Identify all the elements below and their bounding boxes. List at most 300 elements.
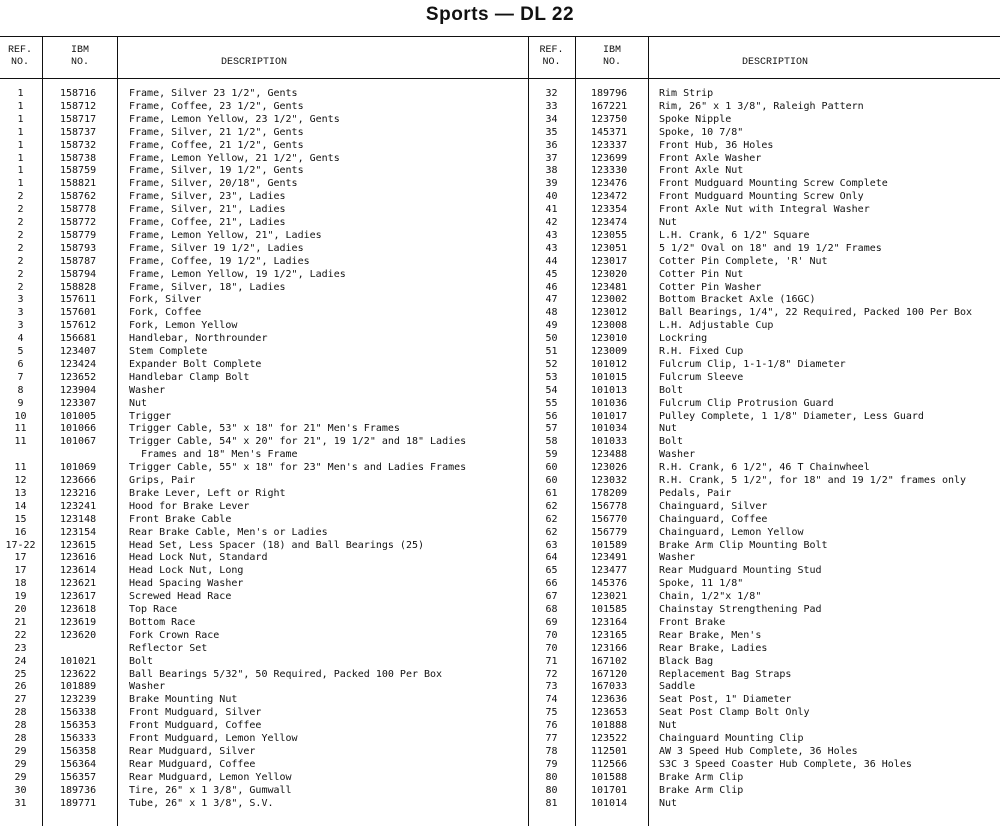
table-row (529, 307, 1000, 320)
table-row (0, 501, 527, 514)
part-description: Head Spacing Washer (129, 578, 244, 590)
ref-number: 7 (17, 371, 24, 383)
table-row (529, 552, 1000, 565)
table-row (529, 772, 1000, 785)
part-description: Top Race (129, 604, 178, 615)
ibm-number: 123009 (591, 346, 628, 357)
table-row (0, 527, 527, 540)
ibm-number: 123241 (60, 500, 97, 512)
ref-number: 60 (545, 475, 558, 486)
table-row (0, 127, 527, 140)
header-ibm-line1: IBM (602, 45, 621, 56)
part-description: Chain, 1/2"x 1/8" (659, 591, 762, 603)
table-row (0, 617, 527, 630)
part-description: Seat Post Clamp Bolt Only (659, 707, 810, 719)
part-description: Frame, Silver, 20/18", Gents (129, 178, 298, 190)
ibm-number: 123616 (60, 552, 97, 564)
ref-number: 20 (14, 604, 27, 615)
table-row (529, 243, 1000, 256)
table-row (529, 127, 1000, 140)
part-description: Fulcrum Sleeve (659, 371, 744, 383)
ref-number: 57 (545, 423, 558, 435)
ref-number: 2 (17, 255, 24, 267)
part-description: Washer (659, 552, 696, 564)
part-description: Brake Arm Clip Mounting Bolt (659, 539, 828, 551)
ref-number: 16 (14, 526, 27, 538)
part-description: S3C 3 Speed Coaster Hub Complete, 36 Holes (659, 758, 912, 770)
part-description: Trigger Cable, 54" x 20" for 21", 19 1/2" and 18" Ladies (129, 436, 467, 448)
table-row (529, 217, 1000, 230)
table-row (0, 359, 527, 372)
table-row (0, 217, 527, 230)
ibm-number: 167033 (591, 681, 628, 693)
table-row (0, 488, 527, 501)
table-row (529, 230, 1000, 243)
part-description: Seat Post, 1" Diameter (659, 694, 792, 706)
ibm-number: 101701 (591, 784, 628, 796)
ibm-number: 123488 (591, 449, 628, 461)
table-row (0, 785, 527, 798)
ref-number: 62 (545, 526, 558, 538)
ref-number: 37 (545, 152, 558, 164)
part-description: Bottom Bracket Axle (16GC) (659, 294, 816, 306)
part-description: Chainguard, Coffee (659, 513, 768, 525)
ibm-number: 158787 (60, 255, 97, 267)
ref-number: 29 (14, 771, 27, 783)
ibm-number: 123020 (591, 268, 628, 280)
header-ibm-right (577, 45, 647, 69)
part-description: Bolt (659, 384, 684, 396)
ibm-number: 123618 (60, 604, 97, 615)
ref-number: 1 (17, 165, 24, 177)
ibm-number: 123699 (591, 152, 628, 164)
header-ref-line2: NO. (542, 57, 561, 68)
table-row (529, 578, 1000, 591)
part-description: Chainguard, Lemon Yellow (659, 526, 804, 538)
ibm-number: 101034 (591, 423, 628, 435)
ibm-number: 101021 (60, 655, 97, 667)
table-row (529, 720, 1000, 733)
table-row (529, 656, 1000, 669)
ref-number: 79 (545, 758, 558, 770)
part-description: Frame, Lemon Yellow, 21", Ladies (129, 229, 322, 241)
table-row (0, 462, 527, 475)
ibm-number: 178209 (591, 487, 628, 499)
ref-number: 28 (14, 733, 27, 744)
ref-number: 61 (545, 487, 558, 499)
ibm-number: 101589 (591, 539, 628, 551)
ref-number: 62 (545, 500, 558, 512)
ref-number: 44 (545, 255, 558, 267)
ref-number: 4 (17, 333, 24, 345)
table-row (0, 243, 527, 256)
table-row (529, 669, 1000, 682)
ibm-number: 123522 (591, 733, 628, 744)
part-description: Head Set, Less Spacer (18) and Ball Bearings (25) (129, 539, 425, 551)
table-row (529, 643, 1000, 656)
part-description: Frame, Silver 19 1/2", Ladies (129, 242, 304, 254)
ref-number: 3 (17, 307, 24, 319)
ibm-number: 123021 (591, 591, 628, 603)
ref-number: 1 (17, 113, 24, 125)
part-description: Chainguard Mounting Clip (659, 733, 804, 744)
part-description: Rear Mudguard, Coffee (129, 758, 256, 770)
part-description: Handlebar Clamp Bolt (129, 371, 250, 383)
ibm-number: 158716 (60, 88, 97, 99)
table-row (529, 617, 1000, 630)
part-description: R.H. Fixed Cup (659, 346, 744, 357)
table-row (0, 591, 527, 604)
table-row (0, 604, 527, 617)
part-description: Saddle (659, 681, 696, 693)
ibm-number: 123617 (60, 591, 97, 603)
table-row (0, 669, 527, 682)
part-description: Head Lock Nut, Standard (129, 552, 268, 564)
ref-number: 51 (545, 346, 558, 357)
ref-number: 1 (17, 178, 24, 190)
ibm-number: 158778 (60, 204, 97, 216)
ref-number: 2 (17, 281, 24, 293)
ref-number: 43 (545, 229, 558, 241)
ibm-number: 156779 (591, 526, 628, 538)
part-description: Fork, Silver (129, 294, 202, 306)
ibm-number: 158737 (60, 126, 97, 138)
ibm-number: 123307 (60, 397, 97, 409)
ibm-number: 158779 (60, 229, 97, 241)
ref-number: 19 (14, 591, 27, 603)
table-row (0, 565, 527, 578)
table-row (529, 501, 1000, 514)
table-row (0, 282, 527, 295)
part-description: Frame, Silver, 18", Ladies (129, 281, 286, 293)
ref-number: 60 (545, 462, 558, 474)
part-description: Front Brake Cable (129, 513, 232, 525)
ref-number: 58 (545, 436, 558, 448)
table-row (0, 230, 527, 243)
ibm-number: 123424 (60, 358, 97, 370)
part-description: Frame, Silver, 23", Ladies (129, 191, 286, 203)
ref-number: 3 (17, 294, 24, 306)
ibm-number: 123481 (591, 281, 628, 293)
ibm-number: 123330 (591, 165, 628, 177)
table-row (529, 514, 1000, 527)
table-row (0, 798, 527, 811)
part-description: Chainstay Strengthening Pad (659, 604, 822, 615)
part-description: Brake Lever, Left or Right (129, 487, 286, 499)
part-description: Frame, Lemon Yellow, 19 1/2", Ladies (129, 268, 346, 280)
part-description: Rear Mudguard, Silver (129, 745, 256, 757)
table-row (0, 411, 527, 424)
ibm-number: 123474 (591, 217, 628, 228)
ref-number: 6 (17, 358, 24, 370)
table-row (529, 153, 1000, 166)
table-row (529, 436, 1000, 449)
ibm-number: 158712 (60, 100, 97, 112)
ref-number: 55 (545, 397, 558, 409)
table-row (0, 307, 527, 320)
part-description: Rear Mudguard, Lemon Yellow (129, 771, 292, 783)
ref-number: 46 (545, 281, 558, 293)
ref-number: 48 (545, 307, 558, 319)
ref-number: 68 (545, 604, 558, 615)
ref-number: 5 (17, 346, 24, 357)
part-description: Spoke, 11 1/8" (659, 578, 744, 590)
table-row (529, 411, 1000, 424)
ibm-number: 158772 (60, 217, 97, 228)
ibm-number: 101588 (591, 771, 628, 783)
ibm-number: 123239 (60, 694, 97, 706)
ref-number: 69 (545, 616, 558, 628)
ref-number: 1 (17, 100, 24, 112)
ref-number: 29 (14, 745, 27, 757)
table-row (0, 385, 527, 398)
table-row (529, 101, 1000, 114)
part-description: Front Axle Nut with Integral Washer (659, 204, 870, 216)
ibm-number: 101069 (60, 462, 97, 474)
part-description: Front Mudguard Mounting Screw Complete (659, 178, 888, 190)
ref-number: 67 (545, 591, 558, 603)
ibm-number: 101015 (591, 371, 628, 383)
part-description: Ball Bearings 5/32", 50 Required, Packed 100 Per Box (129, 668, 443, 680)
ibm-number: 101067 (60, 436, 97, 448)
ref-number: 8 (17, 384, 24, 396)
table-row (0, 681, 527, 694)
part-description: Spoke Nipple (659, 113, 732, 125)
table-row (529, 462, 1000, 475)
ibm-number: 123148 (60, 513, 97, 525)
table-row (0, 320, 527, 333)
part-description: Frame, Coffee, 21", Ladies (129, 217, 286, 228)
ibm-number: 123354 (591, 204, 628, 216)
ref-number: 2 (17, 242, 24, 254)
ref-number: 23 (14, 642, 27, 654)
ref-number: 76 (545, 720, 558, 732)
header-description-right (650, 57, 900, 69)
ref-number: 29 (14, 758, 27, 770)
ibm-number: 158762 (60, 191, 97, 203)
ibm-number: 157611 (60, 294, 97, 306)
ibm-number: 123653 (591, 707, 628, 719)
ref-number: 26 (14, 681, 27, 693)
table-row (0, 140, 527, 153)
ibm-number: 101012 (591, 358, 628, 370)
table-row (0, 294, 527, 307)
table-row (0, 333, 527, 346)
ref-number: 28 (14, 720, 27, 732)
ibm-number: 101889 (60, 681, 97, 693)
part-description: Nut (659, 720, 678, 732)
part-description: Lockring (659, 333, 708, 345)
table-row (0, 643, 527, 656)
table-row (529, 733, 1000, 746)
ibm-number: 156770 (591, 513, 628, 525)
table-row (529, 475, 1000, 488)
part-description: Fork, Lemon Yellow (129, 320, 238, 332)
part-description: Washer (659, 449, 696, 461)
ref-number: 31 (14, 797, 27, 809)
part-description: Trigger Cable, 53" x 18" for 21" Men's Frames (129, 423, 400, 435)
ibm-number: 123012 (591, 307, 628, 319)
part-description: R.H. Crank, 6 1/2", 46 T Chainwheel (659, 462, 870, 474)
header-description-left (119, 57, 389, 69)
table-row (529, 591, 1000, 604)
table-row (529, 256, 1000, 269)
table-row (529, 333, 1000, 346)
part-description: Rim Strip (659, 88, 714, 99)
ref-number: 35 (545, 126, 558, 138)
part-description: Frame, Lemon Yellow, 21 1/2", Gents (129, 152, 340, 164)
ibm-number: 158793 (60, 242, 97, 254)
ref-number: 25 (14, 668, 27, 680)
part-description: Rear Brake Cable, Men's or Ladies (129, 526, 328, 538)
ibm-number: 123491 (591, 552, 628, 564)
ibm-number: 101005 (60, 410, 97, 422)
header-ibm-left (44, 45, 116, 69)
header-ref-right (529, 45, 574, 69)
table-row (529, 140, 1000, 153)
table-row (0, 153, 527, 166)
table-row (0, 772, 527, 785)
ibm-number: 101888 (591, 720, 628, 732)
header-ibm-line1: IBM (70, 45, 89, 56)
table-row (0, 191, 527, 204)
ibm-number: 112501 (591, 745, 628, 757)
ref-number: 1 (17, 139, 24, 151)
table-row (529, 178, 1000, 191)
ibm-number: 123026 (591, 462, 628, 474)
table-row (529, 694, 1000, 707)
page-title: Sports — DL 22 (425, 4, 575, 25)
ref-number: 2 (17, 217, 24, 228)
table-row (529, 798, 1000, 811)
ref-number: 10 (14, 410, 27, 422)
table-row (529, 372, 1000, 385)
ibm-number: 123652 (60, 371, 97, 383)
part-description: Frame, Lemon Yellow, 23 1/2", Gents (129, 113, 340, 125)
table-row (0, 269, 527, 282)
part-description: L.H. Crank, 6 1/2" Square (659, 229, 810, 241)
table-row (529, 385, 1000, 398)
part-description: R.H. Crank, 5 1/2", for 18" and 19 1/2" frames only (659, 475, 967, 486)
table-row (0, 436, 527, 449)
ref-number: 14 (14, 500, 27, 512)
part-description: Front Mudguard, Silver (129, 707, 262, 719)
table-row (529, 346, 1000, 359)
part-description: Pedals, Pair (659, 487, 732, 499)
part-description: Fulcrum Clip, 1-1-1/8" Diameter (659, 358, 846, 370)
ibm-number: 156333 (60, 733, 97, 744)
ref-number: 17 (14, 565, 27, 577)
ref-number: 22 (14, 629, 27, 641)
parts-list-right (529, 88, 1000, 818)
ibm-number: 145376 (591, 578, 628, 590)
table-row (529, 449, 1000, 462)
part-description: Front Axle Nut (659, 165, 744, 177)
ref-number: 3 (17, 320, 24, 332)
ref-number: 70 (545, 629, 558, 641)
table-row (0, 656, 527, 669)
part-description: Spoke, 10 7/8" (659, 126, 744, 138)
part-description: Brake Arm Clip (659, 784, 744, 796)
ref-number: 2 (17, 268, 24, 280)
table-row (0, 165, 527, 178)
part-description: Expander Bolt Complete (129, 358, 262, 370)
ref-number: 65 (545, 565, 558, 577)
ref-number: 56 (545, 410, 558, 422)
ref-number: 78 (545, 745, 558, 757)
table-row (0, 733, 527, 746)
table-row (0, 346, 527, 359)
part-description: Front Mudguard, Coffee (129, 720, 262, 732)
ibm-number: 101017 (591, 410, 628, 422)
part-description: Frame, Coffee, 21 1/2", Gents (129, 139, 304, 151)
part-description: Ball Bearings, 1/4", 22 Required, Packed 100 Per Box (659, 307, 973, 319)
ibm-number: 156364 (60, 758, 97, 770)
part-description: Rear Brake, Men's (659, 629, 762, 641)
ref-number: 49 (545, 320, 558, 332)
ibm-number: 123666 (60, 475, 97, 486)
ibm-number: 189736 (60, 784, 97, 796)
table-row (0, 423, 527, 436)
ref-number: 15 (14, 513, 27, 525)
table-row (529, 759, 1000, 772)
parts-table (0, 36, 1000, 826)
ref-number: 18 (14, 578, 27, 590)
ref-number: 13 (14, 487, 27, 499)
table-row (529, 707, 1000, 720)
ibm-number: 156358 (60, 745, 97, 757)
ibm-number: 157612 (60, 320, 97, 332)
ref-number: 80 (545, 784, 558, 796)
part-description: Nut (659, 217, 678, 228)
ibm-number: 123476 (591, 178, 628, 190)
part-description: L.H. Adjustable Cup (659, 320, 774, 332)
table-row (529, 398, 1000, 411)
table-row (0, 707, 527, 720)
ref-number: 1 (17, 88, 24, 99)
table-row (529, 204, 1000, 217)
ibm-number: 101013 (591, 384, 628, 396)
table-row (529, 88, 1000, 101)
ibm-number: 123407 (60, 346, 97, 357)
ibm-number: 123615 (60, 539, 97, 551)
table-row (0, 398, 527, 411)
part-description: Washer (129, 681, 166, 693)
header-ref-line1: REF. (539, 45, 564, 56)
part-description: Frame, Silver 23 1/2", Gents (129, 88, 298, 99)
part-description: Replacement Bag Straps (659, 668, 792, 680)
table-row (529, 114, 1000, 127)
ref-number: 50 (545, 333, 558, 345)
ref-number: 75 (545, 707, 558, 719)
ibm-number: 123337 (591, 139, 628, 151)
table-row (0, 759, 527, 772)
header-ref-left (0, 45, 40, 69)
ref-number: 2 (17, 204, 24, 216)
ref-number: 63 (545, 539, 558, 551)
ref-number: 70 (545, 642, 558, 654)
table-row (0, 578, 527, 591)
table-row (529, 191, 1000, 204)
ibm-number: 123002 (591, 294, 628, 306)
ibm-number: 123619 (60, 616, 97, 628)
table-row (529, 320, 1000, 333)
part-description: AW 3 Speed Hub Complete, 36 Holes (659, 745, 858, 757)
table-row (0, 694, 527, 707)
ref-number: 73 (545, 681, 558, 693)
ref-number: 2 (17, 191, 24, 203)
ref-number: 52 (545, 358, 558, 370)
